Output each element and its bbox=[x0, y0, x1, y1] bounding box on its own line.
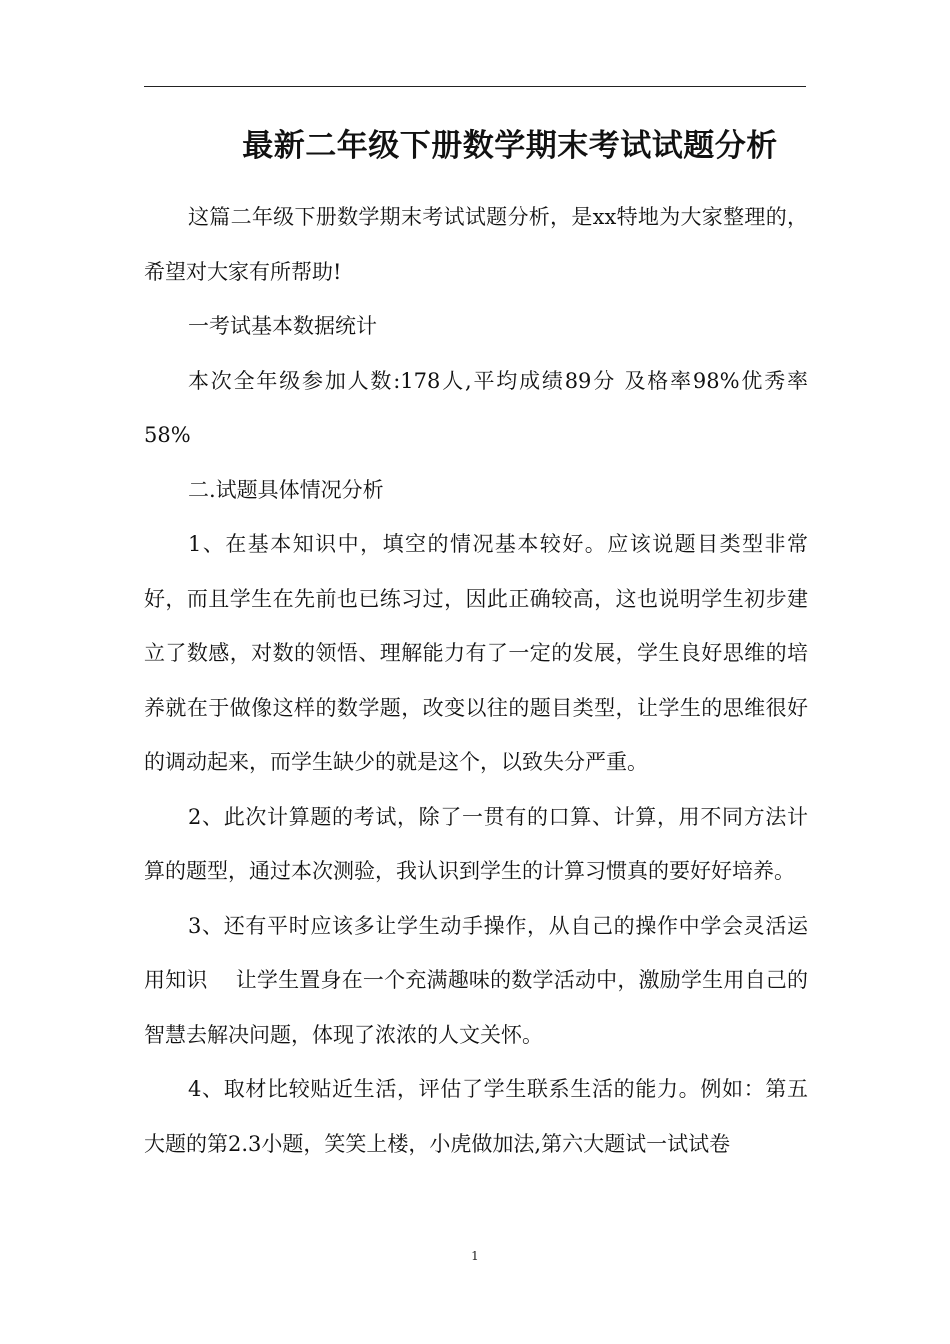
analysis-point-4: 4、取材比较贴近生活，评估了学生联系生活的能力。例如：第五大题的第2.3小题，笑笑上楼，小虎做加法,第六大题试一试试卷 bbox=[144, 1077, 808, 1156]
header-rule bbox=[144, 86, 806, 87]
page-number: 1 bbox=[471, 1249, 479, 1263]
document-body bbox=[144, 190, 808, 1171]
analysis-point-3: 3、还有平时应该多让学生动手操作，从自己的操作中学会灵活运用知识 让学生置身在一个充满趣味的数学活动中，激励学生用自己的智慧去解决问题，体现了浓浓的人文关怀。 bbox=[144, 913, 808, 1047]
section-heading-statistics: 一考试基本数据统计 bbox=[188, 314, 377, 338]
analysis-point-1: 1、在基本知识中，填空的情况基本较好。应该说题目类型非常好，而且学生在先前也已练习过，因此正确较高，这也说明学生初步建立了数感，对数的领悟、理解能力有了一定的发展，学生良好思维的培养就在于做像这样的数学题，改变以往的题目类型，让学生的思维很好的调动起来，而学生缺少的就是这个，以致失分严重。 bbox=[144, 532, 808, 774]
intro-paragraph: 这篇二年级下册数学期末考试试题分析，是xx特地为大家整理的，希望对大家有所帮助! bbox=[144, 205, 808, 284]
section-heading-analysis: 二.试题具体情况分析 bbox=[188, 477, 384, 502]
statistics-paragraph: 本次全年级参加人数:178人,平均成绩89分 及格率98%优秀率58% bbox=[144, 368, 808, 447]
analysis-point-2: 2、此次计算题的考试，除了一贯有的口算、计算，用不同方法计算的题型，通过本次测验，我认识到学生的计算习惯真的要好好培养。 bbox=[144, 804, 808, 883]
document-title: 最新二年级下册数学期末考试试题分析 bbox=[242, 128, 778, 164]
